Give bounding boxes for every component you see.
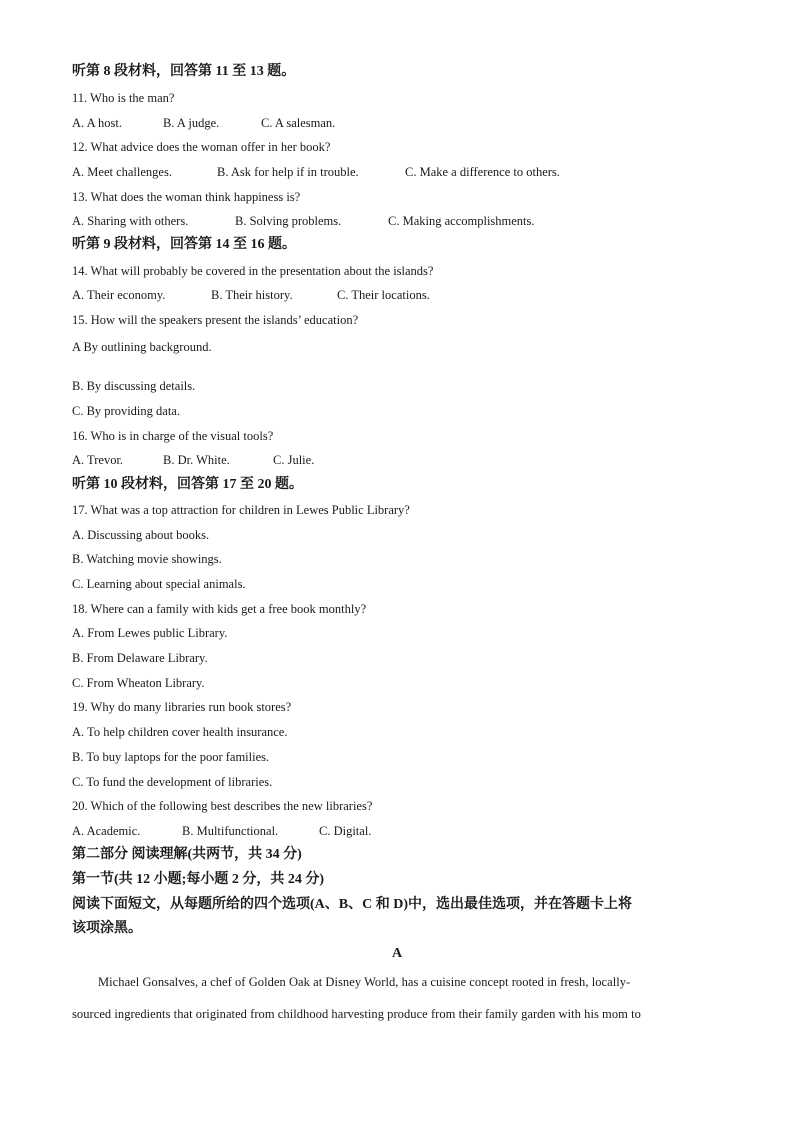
- option-17c: C. Learning about special animals.: [72, 577, 246, 591]
- option-14a: A. Their economy.: [72, 288, 166, 302]
- option-11c: C. A salesman.: [261, 116, 336, 130]
- option-20a: A. Academic.: [72, 824, 141, 838]
- option-13a: A. Sharing with others.: [72, 214, 189, 228]
- passage-line-2: sourced ingredients that originated from childhood harvesting produce from their family garden with his mom to: [72, 1007, 641, 1021]
- option-12c: C. Make a difference to others.: [405, 165, 560, 179]
- question-11: 11. Who is the man?: [72, 91, 175, 105]
- question-14: 14. What will probably be covered in the presentation about the islands?: [72, 264, 434, 278]
- instruction-line-1: 阅读下面短文，从每题所给的四个选项(A、B、C 和 D)中，选出最佳选项，并在答题卡上将: [72, 897, 632, 912]
- section-1-heading: 第一节(共 12 小题;每小题 2 分，共 24 分): [72, 872, 324, 887]
- question-20: 20. Which of the following best describes the new libraries?: [72, 799, 373, 813]
- option-19a: A. To help children cover health insurance.: [72, 725, 288, 739]
- option-13c: C. Making accomplishments.: [388, 214, 535, 228]
- question-12: 12. What advice does the woman offer in her book?: [72, 140, 331, 154]
- section-9-heading: 听第 9 段材料，回答第 14 至 16 题。: [72, 237, 296, 252]
- option-18c: C. From Wheaton Library.: [72, 676, 205, 690]
- option-20b: B. Multifunctional.: [182, 824, 279, 838]
- section-8-heading: 听第 8 段材料，回答第 11 至 13 题。: [72, 64, 296, 79]
- option-20c: C. Digital.: [319, 824, 372, 838]
- option-16c: C. Julie.: [273, 453, 315, 467]
- option-11b: B. A judge.: [163, 116, 220, 130]
- option-18a: A. From Lewes public Library.: [72, 626, 228, 640]
- option-15b: B. By discussing details.: [72, 379, 196, 393]
- option-18b: B. From Delaware Library.: [72, 651, 208, 665]
- question-18: 18. Where can a family with kids get a free book monthly?: [72, 602, 367, 616]
- option-19b: B. To buy laptops for the poor families.: [72, 750, 270, 764]
- passage-title: A: [391, 946, 403, 961]
- option-14b: B. Their history.: [211, 288, 293, 302]
- option-12b: B. Ask for help if in trouble.: [217, 165, 359, 179]
- question-17: 17. What was a top attraction for children in Lewes Public Library?: [72, 503, 410, 517]
- question-16: 16. Who is in charge of the visual tools?: [72, 429, 274, 443]
- option-13b: B. Solving problems.: [235, 214, 342, 228]
- section-10-heading: 听第 10 段材料，回答第 17 至 20 题。: [72, 477, 303, 492]
- question-15: 15. How will the speakers present the islands’ education?: [72, 313, 359, 327]
- option-16a: A. Trevor.: [72, 453, 124, 467]
- part-2-heading: 第二部分 阅读理解(共两节，共 34 分): [72, 847, 302, 862]
- option-17b: B. Watching movie showings.: [72, 552, 222, 566]
- option-17a: A. Discussing about books.: [72, 528, 210, 542]
- option-14c: C. Their locations.: [337, 288, 430, 302]
- option-16b: B. Dr. White.: [163, 453, 230, 467]
- option-11a: A. A host.: [72, 116, 123, 130]
- instruction-line-2: 该项涂黑。: [72, 921, 142, 936]
- option-15c: C. By providing data.: [72, 404, 180, 418]
- option-19c: C. To fund the development of libraries.: [72, 775, 273, 789]
- passage-line-1: Michael Gonsalves, a chef of Golden Oak at Disney World, has a cuisine concept rooted in fresh, locally-: [98, 975, 631, 989]
- option-15a: A By outlining background.: [72, 340, 212, 354]
- option-12a: A. Meet challenges.: [72, 165, 172, 179]
- question-19: 19. Why do many libraries run book stores?: [72, 700, 292, 714]
- question-13: 13. What does the woman think happiness is?: [72, 190, 301, 204]
